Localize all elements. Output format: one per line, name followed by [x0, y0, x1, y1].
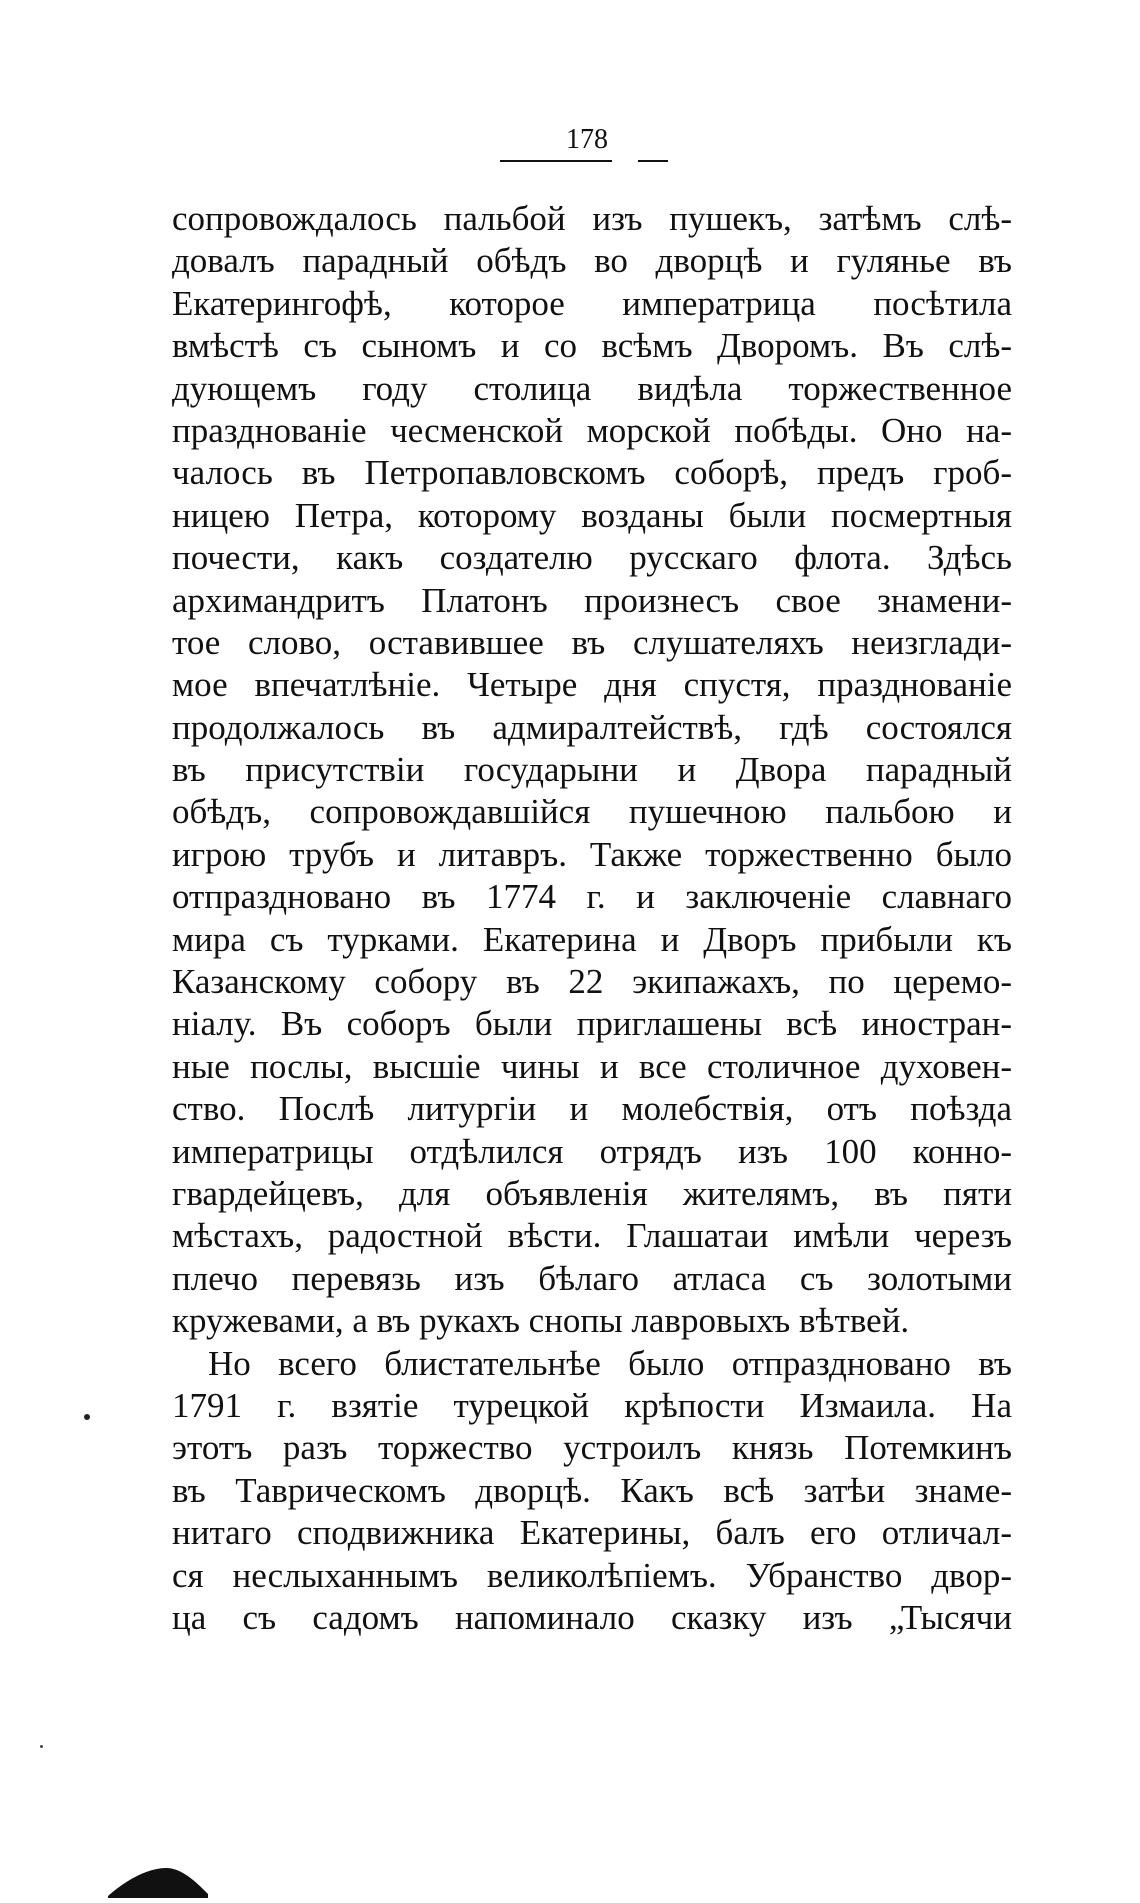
text-line: сопровождалось пальбой изъ пушекъ, затѣмъ слѣ- [172, 199, 1012, 238]
text-line: нитаго сподвижника Екатерины, балъ его отличал- [172, 1513, 1012, 1553]
text-line: мое впечатлѣніе. Четыре дня спустя, празднованіе [172, 665, 1012, 705]
text-line: архимандритъ Платонъ произнесъ свое знамени- [172, 580, 1012, 620]
text-line: 1791 г. взятіе турецкой крѣпости Измаила. На [172, 1385, 1012, 1425]
header-rule [500, 160, 612, 162]
text-line: ство. Послѣ литургіи и молебствія, отъ поѣзда [172, 1089, 1012, 1129]
text-line: кружевами, а въ рукахъ снопы лавровыхъ вѣтвей. [172, 1301, 910, 1341]
text-line: ся неслыханнымъ великолѣпіемъ. Убранство двор- [172, 1555, 1012, 1595]
text-line: ницею Петра, которому возданы были посмертныя [172, 495, 1012, 535]
text-line: ца съ садомъ напоминало сказку изъ „Тысячи [172, 1597, 1012, 1637]
text-line: почести, какъ создателю русскаго флота. Здѣсь [172, 538, 1012, 578]
corner-ink-blot [108, 1860, 208, 1898]
text-line: обѣдъ, сопровождавшійся пушечною пальбою и [172, 792, 1012, 832]
text-line: мѣстахъ, радостной вѣсти. Глашатаи имѣли черезъ [172, 1216, 1012, 1256]
margin-speck [84, 1414, 90, 1420]
text-line: довалъ парадный обѣдъ во дворцѣ и гулянье въ [172, 241, 1012, 281]
text-line: дующемъ году столица видѣла торжественное [172, 368, 1012, 408]
header-rule-short [638, 160, 668, 162]
text-line: этотъ разъ торжество устроилъ князь Потемкинъ [172, 1428, 1012, 1468]
text-line: тое слово, оставившее въ слушателяхъ неизглади- [172, 622, 1012, 662]
text-line: мира съ турками. Екатерина и Дворъ прибыли къ [172, 919, 1012, 959]
text-line: Казанскому собору въ 22 экипажахъ, по церемо- [172, 962, 1012, 1002]
text-line: чалось въ Петропавловскомъ соборѣ, предъ гроб- [172, 453, 1012, 493]
text-line: Но всего блистательнѣе было отпраздновано въ [208, 1343, 1012, 1383]
text-line: плечо перевязь изъ бѣлаго атласа съ золотыми [172, 1258, 1012, 1298]
text-line: гвардейцевъ, для объявленія жителямъ, въ пяти [172, 1173, 1012, 1213]
text-line: въ Таврическомъ дворцѣ. Какъ всѣ затѣи знаме- [172, 1470, 1012, 1510]
text-line: отпраздновано въ 1774 г. и заключеніе славнаго [172, 877, 1012, 917]
text-line: празднованіе чесменской морской побѣды. Оно на- [172, 410, 1012, 450]
text-line: игрою трубъ и литавръ. Также торжественно было [172, 834, 1012, 874]
body-text [172, 198, 1012, 1639]
page-number: 178 [566, 124, 608, 155]
text-line: императрицы отдѣлился отрядъ изъ 100 конно- [172, 1131, 1012, 1171]
text-line: Екатерингофѣ, которое императрица посѣтила [172, 283, 1012, 323]
text-line: вмѣстѣ съ сыномъ и со всѣмъ Дворомъ. Въ слѣ- [172, 326, 1012, 366]
page-header [500, 118, 680, 168]
text-line: ные послы, высшіе чины и все столичное духовен- [172, 1046, 1012, 1086]
margin-speck [40, 1745, 43, 1748]
text-line: ніалу. Въ соборъ были приглашены всѣ иностран- [172, 1004, 1012, 1044]
text-line: продолжалось въ адмиралтействѣ, гдѣ состоялся [172, 707, 1012, 747]
text-line: въ присутствіи государыни и Двора парадный [172, 750, 1012, 790]
